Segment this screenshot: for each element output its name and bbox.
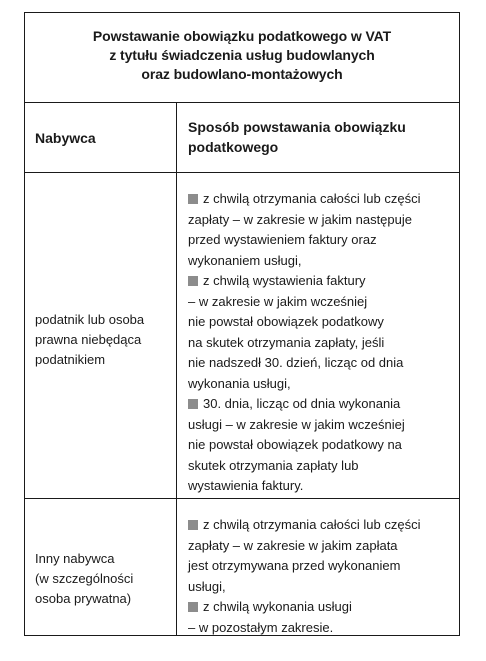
item-line: z chwilą otrzymania całości lub części <box>203 191 421 206</box>
buyer-line: podatnik lub osoba <box>35 312 145 327</box>
item-line: z chwilą otrzymania całości lub części <box>203 517 421 532</box>
header-obligation <box>188 117 450 157</box>
item-line: – w zakresie w jakim wcześniej <box>188 293 368 309</box>
item-line: wykonania usługi, <box>188 375 291 391</box>
item-line: usługi, <box>188 578 226 594</box>
buyer-line: podatnikiem <box>35 352 106 367</box>
header-obligation-line: Sposób powstawania obowiązku <box>188 119 406 135</box>
buyer-line: (w szczególności <box>35 571 134 586</box>
table-row <box>25 173 459 499</box>
list-item <box>188 271 452 394</box>
square-bullet-icon <box>188 602 198 612</box>
item-line: na skutek otrzymania zapłaty, jeśli <box>188 334 385 350</box>
buyer-line: osoba prywatna) <box>35 591 132 606</box>
obligation-cell <box>188 515 452 638</box>
buyer-line: Inny nabywca <box>35 551 115 566</box>
item-line: nie powstał obowiązek podatkowy na <box>188 437 402 452</box>
buyer-cell <box>35 310 175 370</box>
title-line: Powstawanie obowiązku podatkowego w VAT <box>92 28 392 44</box>
table-title <box>25 13 459 103</box>
list-item <box>188 515 452 597</box>
list-item <box>188 394 452 497</box>
item-line: jest otrzymywana przed wykonaniem <box>188 558 401 573</box>
item-line: – w pozostałym zakresie. <box>188 619 334 635</box>
item-line: usługi – w zakresie w jakim wcześniej <box>188 416 405 432</box>
title-line: oraz budowlano-montażowych <box>141 66 343 82</box>
list-item <box>188 189 452 271</box>
square-bullet-icon <box>188 194 198 204</box>
item-line: z chwilą wykonania usługi <box>203 599 352 614</box>
item-line: 30. dnia, licząc od dnia wykonania <box>203 396 401 411</box>
item-line: przed wystawieniem faktury oraz <box>188 232 377 247</box>
header-obligation-line: podatkowego <box>188 139 279 155</box>
item-line: skutek otrzymania zapłaty lub <box>188 457 359 473</box>
item-line: z chwilą wystawienia faktury <box>203 273 366 288</box>
square-bullet-icon <box>188 520 198 530</box>
buyer-line: prawna niebędąca <box>35 332 142 347</box>
buyer-cell <box>35 549 175 609</box>
item-line: wykonaniem usługi, <box>188 252 302 268</box>
obligation-cell <box>188 189 452 497</box>
header-buyer: Nabywca <box>35 130 96 146</box>
item-line: zapłaty – w zakresie w jakim następuje <box>188 211 412 227</box>
item-line: nie nadszedł 30. dzień, licząc od dnia <box>188 355 404 370</box>
table-row <box>25 499 459 635</box>
title-line: z tytułu świadczenia usług budowlanych <box>109 47 375 63</box>
table-header-row <box>25 103 459 173</box>
square-bullet-icon <box>188 276 198 286</box>
vat-table <box>24 12 460 636</box>
list-item <box>188 597 452 638</box>
square-bullet-icon <box>188 399 198 409</box>
item-line: zapłaty – w zakresie w jakim zapłata <box>188 537 398 553</box>
item-line: nie powstał obowiązek podatkowy <box>188 314 384 329</box>
item-line: wystawienia faktury. <box>188 478 304 493</box>
